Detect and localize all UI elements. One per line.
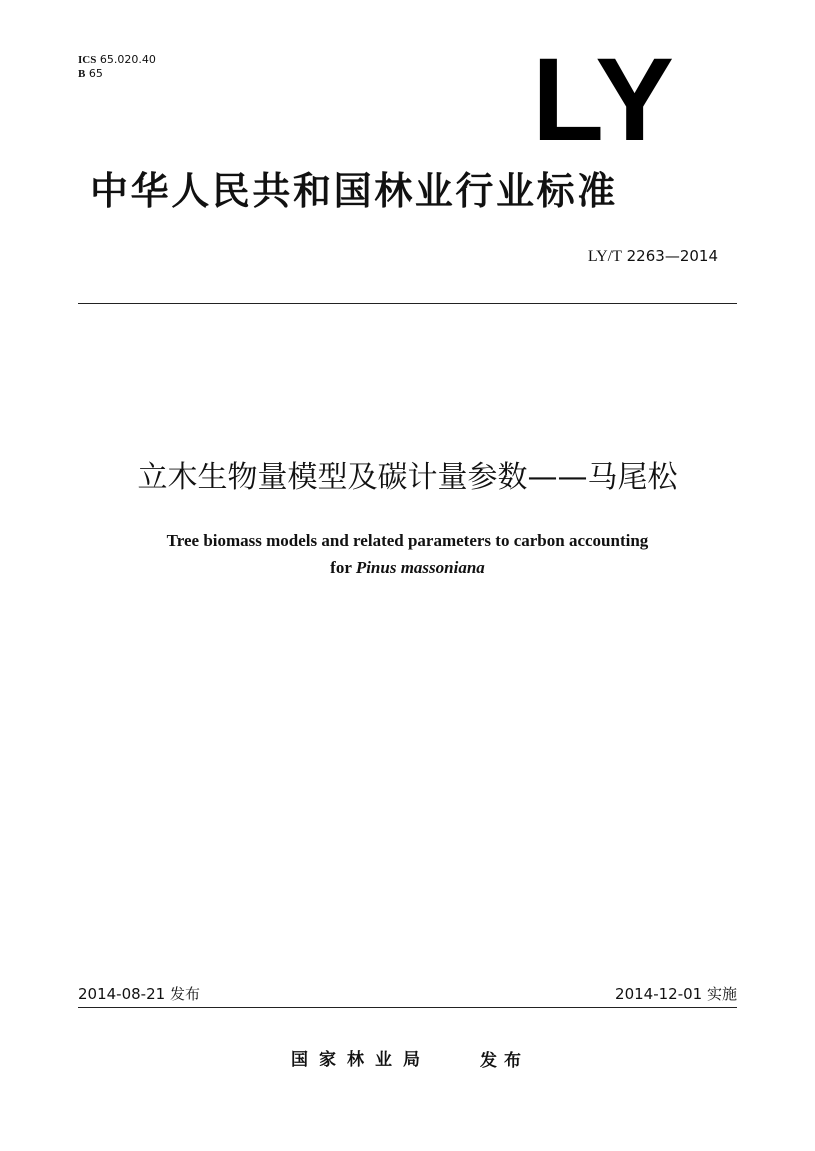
top-divider (78, 303, 737, 304)
english-title-line2 (60, 557, 755, 579)
chinese-title: 立木生物量模型及碳计量参数——马尾松 (137, 460, 678, 495)
ics-label: ICS (78, 54, 97, 66)
organization-title: 中华人民共和国林业行业标准 (90, 169, 618, 213)
implementation-date: 2014-12-01 实施 (615, 985, 737, 1003)
ccs-code: 65 (88, 67, 103, 80)
english-title-line1: Tree biomass models and related parameters to carbon accounting (166, 531, 649, 550)
standard-prefix: LY/T (587, 248, 622, 265)
publish-date: 2014-08-21 发布 (78, 985, 200, 1003)
species-name: Pinus massoniana (355, 558, 485, 577)
ics-line (78, 53, 156, 67)
ccs-line (78, 67, 156, 81)
standard-number (490, 246, 718, 267)
standard-number-value: 2263—2014 (626, 247, 718, 265)
ics-code: 65.020.40 (99, 53, 156, 66)
ly-logo: LY (532, 34, 676, 166)
issue-label: 发布 (480, 1051, 528, 1071)
ccs-label: B (78, 68, 86, 80)
english-title-for: for (330, 558, 352, 577)
bottom-divider (78, 1007, 737, 1008)
classification-codes (78, 53, 156, 81)
issuing-authority: 国家林业局 (291, 1050, 431, 1070)
